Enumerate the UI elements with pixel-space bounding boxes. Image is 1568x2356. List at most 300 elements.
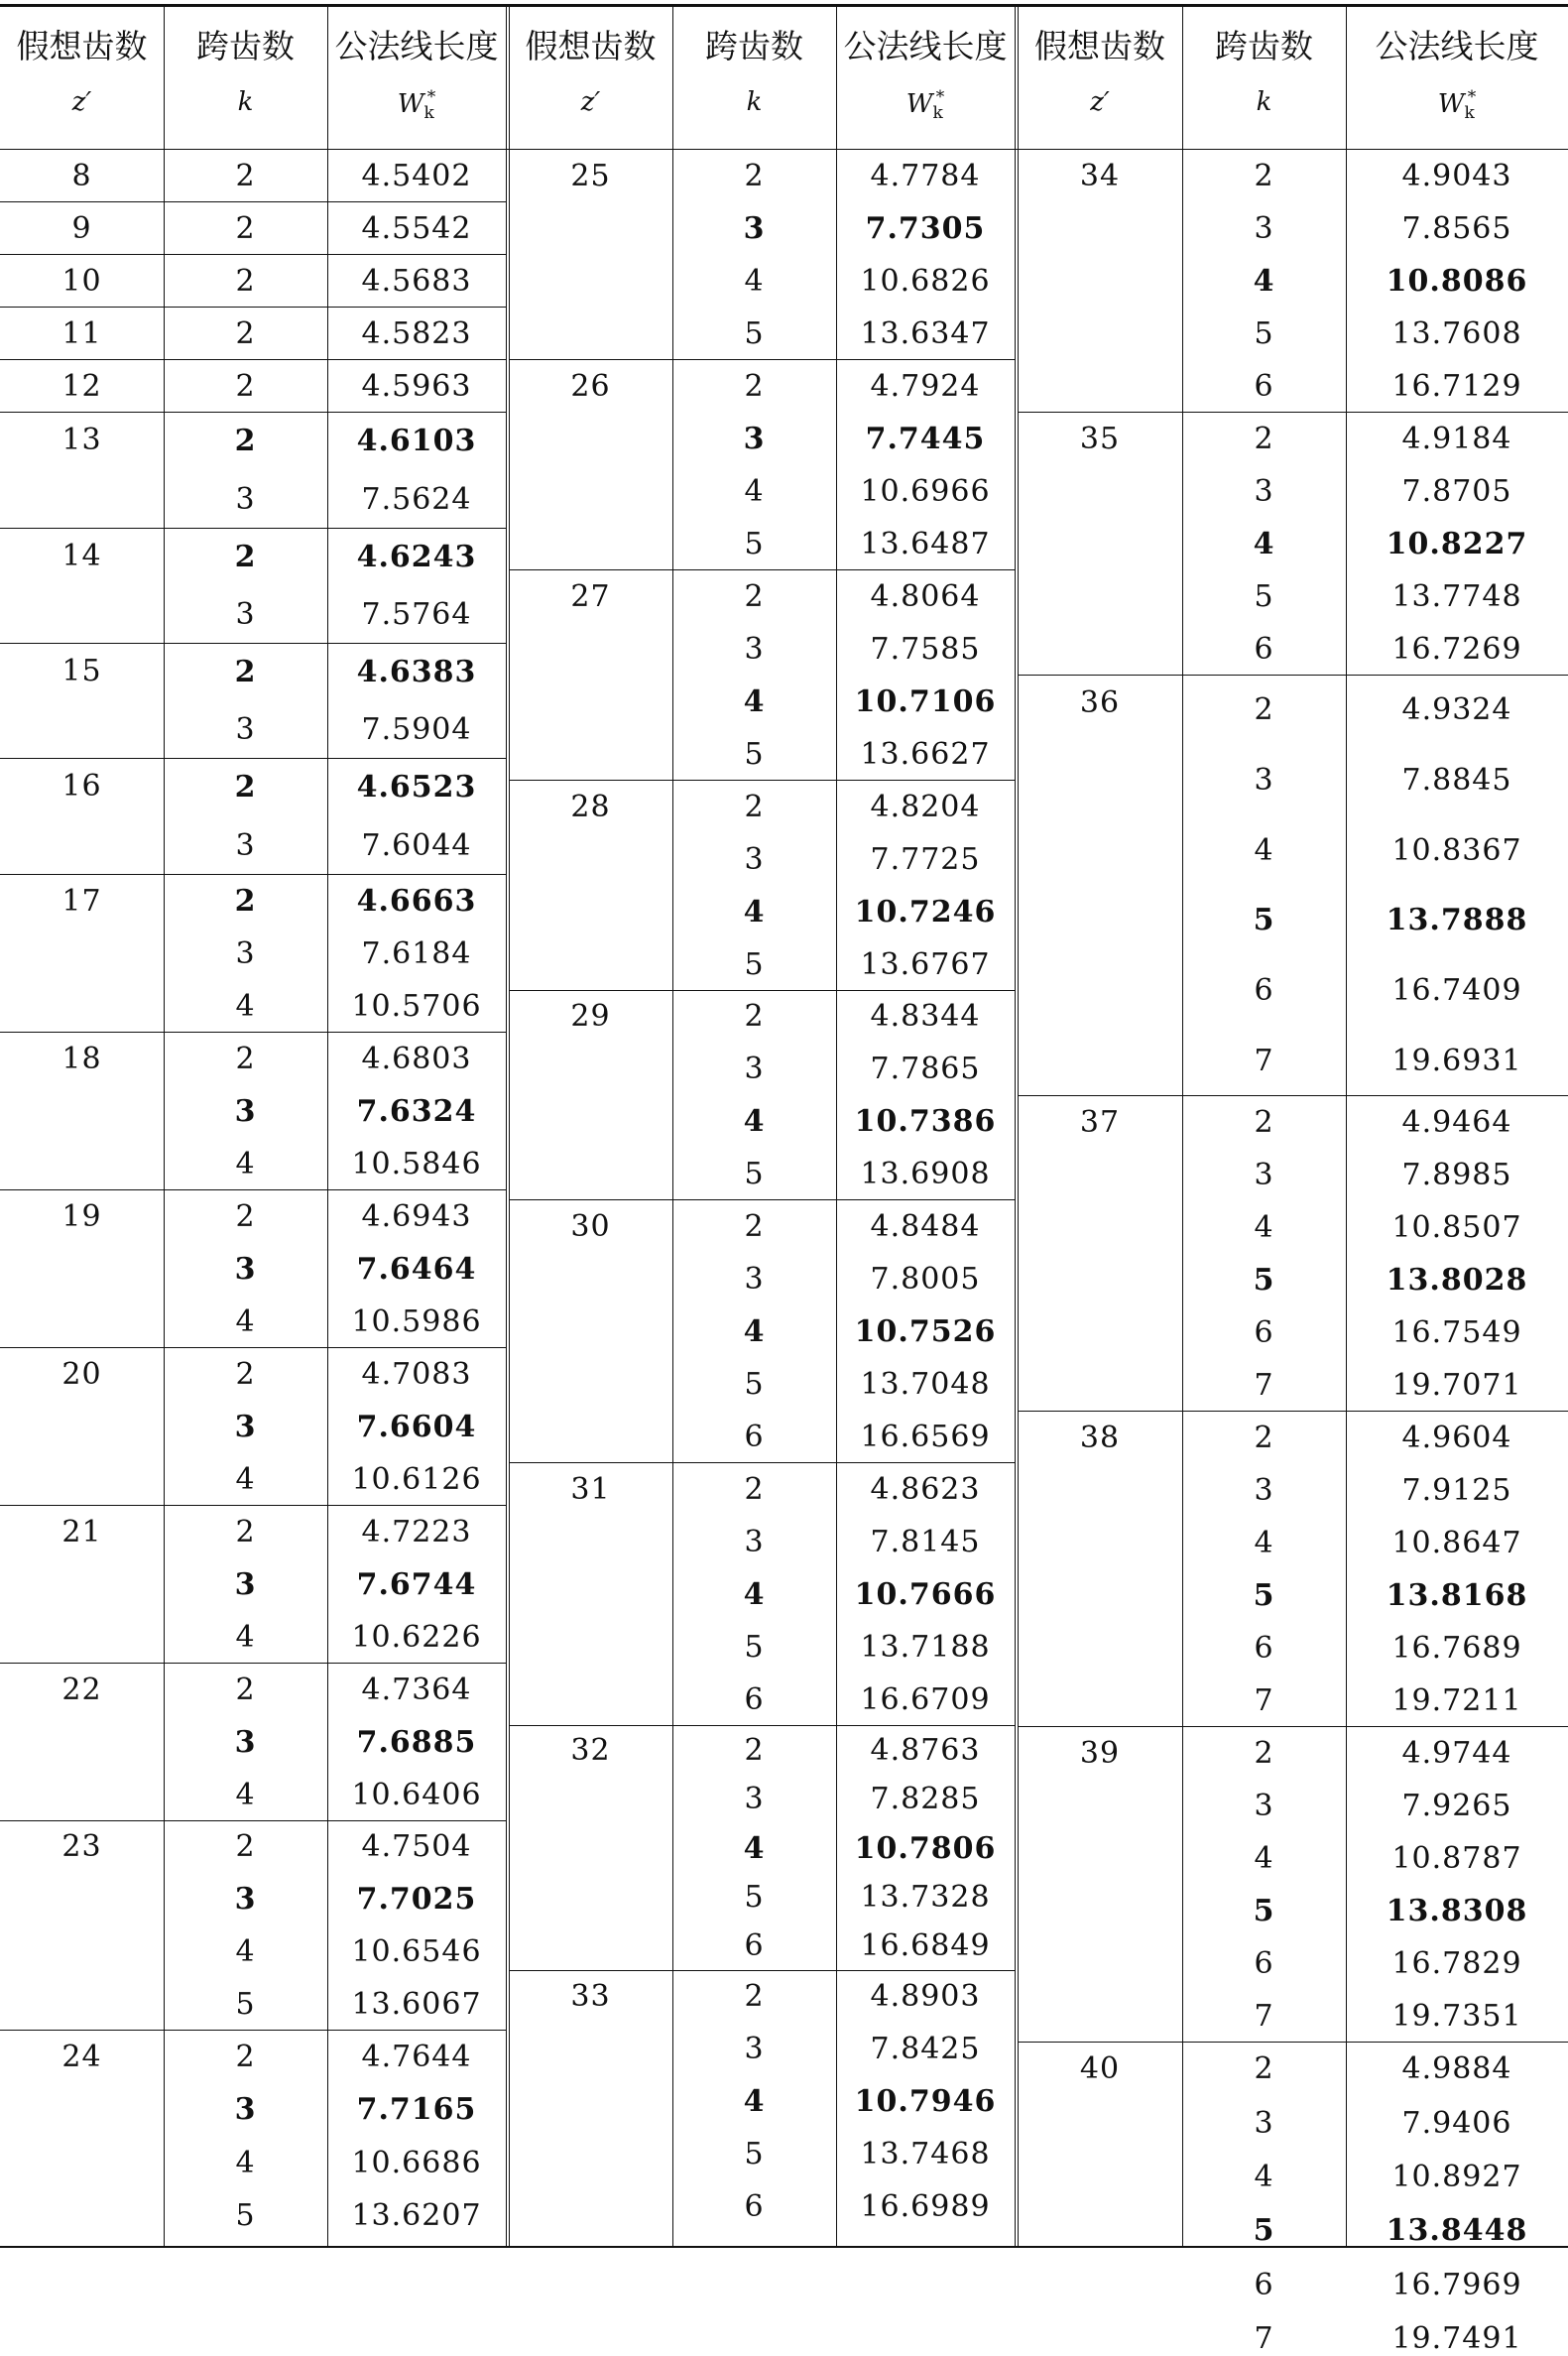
base-tangent-length: 4.9464 bbox=[1401, 1104, 1512, 1140]
base-tangent-length: 4.5683 bbox=[361, 263, 472, 299]
virtual-tooth-count: 23 bbox=[61, 1829, 102, 1865]
base-tangent-length: 7.9125 bbox=[1401, 1472, 1512, 1508]
base-tangent-length: 7.7165 bbox=[356, 2092, 477, 2128]
span-tooth-count: 5 bbox=[1253, 1577, 1275, 1613]
symbol-subscript: k bbox=[1464, 103, 1475, 123]
base-tangent-length: 7.7305 bbox=[865, 210, 986, 246]
group-divider bbox=[509, 1725, 1015, 1726]
base-tangent-length: 7.7585 bbox=[870, 631, 981, 667]
base-tangent-length: 13.6067 bbox=[351, 1986, 482, 2022]
virtual-tooth-count: 33 bbox=[570, 1979, 611, 2015]
virtual-tooth-count: 8 bbox=[71, 158, 92, 193]
base-tangent-length: 10.6406 bbox=[351, 1777, 482, 1812]
base-tangent-length: 4.8064 bbox=[870, 578, 981, 614]
span-tooth-count: 7 bbox=[1254, 1998, 1274, 2034]
virtual-tooth-count: 38 bbox=[1079, 1420, 1121, 1455]
span-tooth-count: 2 bbox=[744, 578, 765, 614]
group-divider bbox=[509, 990, 1015, 991]
base-tangent-length: 10.7526 bbox=[854, 1313, 997, 1349]
base-tangent-length: 7.7445 bbox=[865, 421, 986, 456]
base-tangent-length: 7.9265 bbox=[1401, 1788, 1512, 1823]
base-tangent-length: 4.8763 bbox=[870, 1732, 981, 1768]
base-tangent-length: 10.8367 bbox=[1391, 832, 1522, 868]
group-divider bbox=[0, 874, 506, 875]
span-tooth-count: 2 bbox=[234, 883, 257, 919]
base-tangent-length: 16.7689 bbox=[1391, 1630, 1522, 1666]
span-tooth-count: 4 bbox=[235, 1777, 256, 1812]
base-tangent-length: 10.7386 bbox=[854, 1103, 997, 1139]
base-tangent-length: 10.5986 bbox=[351, 1303, 482, 1339]
span-tooth-count: 2 bbox=[234, 655, 257, 689]
span-tooth-count: 2 bbox=[1254, 421, 1274, 456]
base-tangent-length: 10.6826 bbox=[860, 263, 991, 299]
group-divider bbox=[0, 359, 506, 360]
span-tooth-count: 2 bbox=[744, 1732, 765, 1768]
span-tooth-count: 2 bbox=[235, 1514, 256, 1550]
column-header-title: 假想齿数 bbox=[1034, 27, 1165, 65]
symbol-main: k bbox=[746, 87, 763, 117]
base-tangent-length: 7.5764 bbox=[361, 597, 472, 632]
span-tooth-count: 3 bbox=[234, 1882, 257, 1918]
span-tooth-count: 5 bbox=[744, 1366, 765, 1402]
group-divider bbox=[0, 412, 506, 413]
span-tooth-count: 4 bbox=[235, 1619, 256, 1655]
span-tooth-count: 5 bbox=[744, 315, 765, 351]
span-tooth-count: 4 bbox=[1254, 832, 1274, 868]
base-tangent-length: 7.8985 bbox=[1401, 1157, 1512, 1192]
group-divider bbox=[1018, 1411, 1568, 1412]
span-tooth-count: 2 bbox=[235, 158, 256, 193]
virtual-tooth-count: 26 bbox=[570, 368, 611, 404]
base-tangent-length: 7.6464 bbox=[356, 1251, 477, 1287]
span-tooth-count: 4 bbox=[1253, 526, 1275, 561]
base-tangent-length: 16.7969 bbox=[1391, 2267, 1522, 2302]
base-tangent-length: 19.7071 bbox=[1391, 1367, 1522, 1403]
span-tooth-count: 2 bbox=[234, 540, 257, 574]
base-tangent-length: 10.8647 bbox=[1391, 1525, 1522, 1560]
group-divider bbox=[0, 643, 506, 644]
span-tooth-count: 3 bbox=[234, 1251, 257, 1287]
span-tooth-count: 2 bbox=[235, 1672, 256, 1707]
base-tangent-length: 13.6908 bbox=[860, 1156, 991, 1191]
base-tangent-length: 4.8623 bbox=[870, 1471, 981, 1507]
virtual-tooth-count: 37 bbox=[1079, 1104, 1121, 1140]
base-tangent-length: 4.6663 bbox=[356, 883, 477, 919]
virtual-tooth-count: 24 bbox=[61, 2039, 102, 2074]
span-tooth-count: 5 bbox=[744, 526, 765, 561]
column-header-title: 跨齿数 bbox=[1215, 27, 1313, 65]
span-tooth-count: 6 bbox=[744, 1419, 765, 1454]
base-tangent-length: 4.9043 bbox=[1401, 158, 1512, 193]
span-tooth-count: 3 bbox=[744, 1052, 765, 1087]
span-tooth-count: 4 bbox=[743, 1576, 766, 1612]
column-header-title: 假想齿数 bbox=[16, 27, 148, 65]
span-tooth-count: 3 bbox=[1254, 2105, 1274, 2141]
span-tooth-count: 2 bbox=[1254, 2051, 1274, 2087]
base-tangent-length: 7.5624 bbox=[361, 481, 472, 517]
symbol-superscript: * bbox=[1467, 87, 1477, 107]
base-tangent-length: 19.7351 bbox=[1391, 1998, 1522, 2034]
span-tooth-count: 6 bbox=[744, 1928, 765, 1964]
base-tangent-length: 4.8484 bbox=[870, 1208, 981, 1244]
base-tangent-length: 7.5904 bbox=[361, 712, 472, 747]
base-tangent-length: 13.6767 bbox=[860, 946, 991, 982]
virtual-tooth-count: 27 bbox=[570, 578, 611, 614]
span-tooth-count: 3 bbox=[743, 210, 766, 246]
base-tangent-length: 13.7888 bbox=[1386, 903, 1528, 938]
span-tooth-count: 3 bbox=[744, 631, 765, 667]
span-tooth-count: 5 bbox=[1253, 1262, 1275, 1298]
base-tangent-length: 4.7364 bbox=[361, 1672, 472, 1707]
symbol-main: W bbox=[1437, 89, 1465, 119]
symbol-subscript: k bbox=[423, 103, 434, 123]
base-tangent-length: 10.7806 bbox=[854, 1830, 997, 1866]
virtual-tooth-count: 20 bbox=[61, 1356, 102, 1392]
base-tangent-length: 16.7549 bbox=[1391, 1314, 1522, 1350]
span-tooth-count: 4 bbox=[235, 1461, 256, 1497]
base-tangent-length: 7.8705 bbox=[1401, 473, 1512, 509]
group-divider bbox=[509, 1970, 1015, 1971]
span-tooth-count: 2 bbox=[744, 999, 765, 1035]
span-tooth-count: 7 bbox=[1254, 2320, 1274, 2356]
span-tooth-count: 3 bbox=[235, 597, 256, 632]
base-tangent-length: 13.8028 bbox=[1386, 1262, 1528, 1298]
column-header-symbol bbox=[327, 89, 506, 122]
base-tangent-length: 13.6347 bbox=[860, 315, 991, 351]
span-tooth-count: 2 bbox=[234, 424, 257, 459]
base-tangent-length: 10.7666 bbox=[854, 1576, 997, 1612]
base-tangent-length: 10.6226 bbox=[351, 1619, 482, 1655]
virtual-tooth-count: 15 bbox=[61, 654, 102, 688]
span-tooth-count: 3 bbox=[234, 2092, 257, 2128]
group-divider bbox=[509, 359, 1015, 360]
span-tooth-count: 2 bbox=[235, 210, 256, 246]
column-divider bbox=[506, 5, 507, 2247]
base-tangent-length: 7.9406 bbox=[1401, 2105, 1512, 2141]
virtual-tooth-count: 39 bbox=[1079, 1735, 1121, 1771]
span-tooth-count: 4 bbox=[743, 683, 766, 719]
span-tooth-count: 2 bbox=[235, 1041, 256, 1076]
base-tangent-length: 10.8927 bbox=[1391, 2159, 1522, 2194]
span-tooth-count: 3 bbox=[235, 712, 256, 747]
span-tooth-count: 2 bbox=[235, 1829, 256, 1865]
span-tooth-count: 2 bbox=[235, 263, 256, 299]
span-tooth-count: 4 bbox=[1254, 2159, 1274, 2194]
virtual-tooth-count: 21 bbox=[61, 1514, 102, 1550]
base-tangent-length: 16.7829 bbox=[1391, 1945, 1522, 1981]
span-tooth-count: 2 bbox=[235, 2039, 256, 2074]
base-tangent-length: 13.7188 bbox=[860, 1629, 991, 1665]
virtual-tooth-count: 40 bbox=[1079, 2051, 1121, 2087]
span-tooth-count: 3 bbox=[1254, 1157, 1274, 1192]
column-header-symbol bbox=[1182, 89, 1346, 115]
virtual-tooth-count: 22 bbox=[61, 1672, 102, 1707]
base-tangent-length: 16.6709 bbox=[860, 1681, 991, 1717]
base-tangent-length: 19.6931 bbox=[1391, 1043, 1522, 1078]
base-tangent-length: 7.8005 bbox=[870, 1261, 981, 1297]
span-tooth-count: 5 bbox=[744, 1879, 765, 1915]
group-divider bbox=[1018, 412, 1568, 413]
table-header-rule bbox=[0, 149, 1568, 150]
column-header-title: 假想齿数 bbox=[525, 27, 657, 65]
span-tooth-count: 4 bbox=[743, 1313, 766, 1349]
span-tooth-count: 3 bbox=[235, 935, 256, 971]
column-header-title: 跨齿数 bbox=[705, 27, 803, 65]
symbol-main: W bbox=[397, 89, 424, 119]
base-tangent-length: 4.9744 bbox=[1401, 1735, 1512, 1771]
base-tangent-length: 19.7491 bbox=[1391, 2320, 1522, 2356]
base-tangent-length: 4.5402 bbox=[361, 158, 472, 193]
virtual-tooth-count: 14 bbox=[61, 539, 102, 573]
base-tangent-length: 16.7409 bbox=[1391, 973, 1522, 1008]
span-tooth-count: 5 bbox=[1253, 903, 1275, 938]
table-top-rule bbox=[0, 4, 1568, 7]
virtual-tooth-count: 19 bbox=[61, 1198, 102, 1234]
span-tooth-count: 2 bbox=[744, 158, 765, 193]
span-tooth-count: 3 bbox=[743, 421, 766, 456]
group-divider bbox=[0, 1820, 506, 1821]
span-tooth-count: 5 bbox=[235, 2198, 256, 2234]
span-tooth-count: 4 bbox=[235, 2145, 256, 2180]
symbol-main: z′ bbox=[1090, 87, 1110, 117]
span-tooth-count: 3 bbox=[744, 1782, 765, 1817]
span-tooth-count: 3 bbox=[1254, 1788, 1274, 1823]
span-tooth-count: 5 bbox=[744, 946, 765, 982]
span-tooth-count: 2 bbox=[1254, 158, 1274, 193]
base-tangent-length: 4.6243 bbox=[356, 540, 477, 574]
span-tooth-count: 2 bbox=[744, 789, 765, 824]
span-tooth-count: 6 bbox=[1254, 631, 1274, 667]
span-tooth-count: 4 bbox=[1254, 1840, 1274, 1876]
span-tooth-count: 6 bbox=[1254, 973, 1274, 1008]
base-tangent-length: 4.8344 bbox=[870, 999, 981, 1035]
base-tangent-length: 4.6943 bbox=[361, 1198, 472, 1234]
span-tooth-count: 6 bbox=[1254, 1630, 1274, 1666]
base-tangent-length: 16.7269 bbox=[1391, 631, 1522, 667]
span-tooth-count: 2 bbox=[744, 1979, 765, 2015]
base-tangent-length: 13.7608 bbox=[1391, 315, 1522, 351]
span-tooth-count: 4 bbox=[235, 988, 256, 1024]
base-tangent-length: 13.6627 bbox=[860, 736, 991, 772]
column-header-title: 公法线长度 bbox=[334, 27, 499, 65]
base-tangent-length: 7.8285 bbox=[870, 1782, 981, 1817]
span-tooth-count: 3 bbox=[235, 827, 256, 863]
group-divider bbox=[509, 1462, 1015, 1463]
column-header-symbol bbox=[509, 89, 672, 115]
group-divider bbox=[0, 254, 506, 255]
span-tooth-count: 5 bbox=[235, 1986, 256, 2022]
virtual-tooth-count: 18 bbox=[61, 1041, 102, 1076]
base-tangent-length: 13.8168 bbox=[1386, 1577, 1528, 1613]
base-tangent-length: 10.7946 bbox=[854, 2084, 997, 2119]
virtual-tooth-count: 36 bbox=[1079, 685, 1121, 720]
group-divider bbox=[0, 1189, 506, 1190]
group-divider bbox=[0, 1505, 506, 1506]
virtual-tooth-count: 35 bbox=[1079, 421, 1121, 456]
base-tangent-length: 7.7025 bbox=[356, 1882, 477, 1918]
virtual-tooth-count: 9 bbox=[71, 210, 92, 246]
base-tangent-length: 13.7468 bbox=[860, 2136, 991, 2171]
column-header-title: 公法线长度 bbox=[843, 27, 1008, 65]
column-header-symbol bbox=[164, 89, 327, 115]
base-tangent-length: 4.6103 bbox=[356, 424, 477, 459]
span-tooth-count: 3 bbox=[744, 1524, 765, 1559]
span-tooth-count: 3 bbox=[1254, 763, 1274, 798]
span-tooth-count: 4 bbox=[743, 1830, 766, 1866]
span-tooth-count: 3 bbox=[1254, 210, 1274, 246]
span-tooth-count: 5 bbox=[744, 1156, 765, 1191]
base-tangent-length: 10.7106 bbox=[854, 683, 997, 719]
span-tooth-count: 2 bbox=[235, 1198, 256, 1234]
base-tangent-length: 7.6744 bbox=[356, 1566, 477, 1602]
span-tooth-count: 2 bbox=[744, 368, 765, 404]
group-divider bbox=[509, 1199, 1015, 1200]
span-tooth-count: 4 bbox=[743, 1103, 766, 1139]
span-tooth-count: 3 bbox=[234, 1093, 257, 1129]
virtual-tooth-count: 32 bbox=[570, 1732, 611, 1768]
base-tangent-length: 19.7211 bbox=[1391, 1682, 1522, 1718]
base-tangent-length: 4.7644 bbox=[361, 2039, 472, 2074]
base-tangent-length: 7.8145 bbox=[870, 1524, 981, 1559]
group-divider bbox=[0, 201, 506, 202]
group-divider bbox=[1018, 1095, 1568, 1096]
base-tangent-length: 4.7504 bbox=[361, 1829, 472, 1865]
span-tooth-count: 2 bbox=[744, 1471, 765, 1507]
group-divider bbox=[509, 780, 1015, 781]
base-tangent-length: 10.6126 bbox=[351, 1461, 482, 1497]
base-tangent-length: 7.6604 bbox=[356, 1409, 477, 1444]
span-tooth-count: 7 bbox=[1254, 1367, 1274, 1403]
base-tangent-length: 13.7328 bbox=[860, 1879, 991, 1915]
span-tooth-count: 2 bbox=[1254, 1420, 1274, 1455]
base-tangent-length: 16.7129 bbox=[1391, 368, 1522, 404]
column-divider bbox=[1015, 5, 1016, 2247]
virtual-tooth-count: 10 bbox=[61, 263, 102, 299]
base-tangent-length: 10.6686 bbox=[351, 2145, 482, 2180]
span-tooth-count: 5 bbox=[1254, 315, 1274, 351]
base-tangent-length: 13.7048 bbox=[860, 1366, 991, 1402]
base-tangent-length: 7.8565 bbox=[1401, 210, 1512, 246]
span-tooth-count: 6 bbox=[744, 1681, 765, 1717]
span-tooth-count: 5 bbox=[744, 1629, 765, 1665]
span-tooth-count: 6 bbox=[1254, 368, 1274, 404]
column-header-symbol bbox=[836, 89, 1015, 122]
group-divider bbox=[0, 1663, 506, 1664]
column-divider bbox=[509, 5, 510, 2247]
base-tangent-length: 7.8425 bbox=[870, 2032, 981, 2067]
span-tooth-count: 4 bbox=[1254, 1525, 1274, 1560]
group-divider bbox=[509, 569, 1015, 570]
base-tangent-length: 4.5963 bbox=[361, 368, 472, 404]
virtual-tooth-count: 28 bbox=[570, 789, 611, 824]
span-tooth-count: 4 bbox=[743, 894, 766, 930]
span-tooth-count: 3 bbox=[744, 1261, 765, 1297]
virtual-tooth-count: 12 bbox=[61, 368, 102, 404]
group-divider bbox=[1018, 1726, 1568, 1727]
column-header-title: 公法线长度 bbox=[1375, 27, 1539, 65]
span-tooth-count: 5 bbox=[1254, 578, 1274, 614]
span-tooth-count: 3 bbox=[235, 481, 256, 517]
symbol-main: z′ bbox=[71, 87, 92, 117]
group-divider bbox=[1018, 2042, 1568, 2043]
base-tangent-length: 13.8448 bbox=[1386, 2213, 1528, 2249]
span-tooth-count: 7 bbox=[1254, 1682, 1274, 1718]
virtual-tooth-count: 11 bbox=[61, 315, 102, 351]
symbol-main: z′ bbox=[580, 87, 601, 117]
group-divider bbox=[0, 758, 506, 759]
virtual-tooth-count: 25 bbox=[570, 158, 611, 193]
base-tangent-length: 4.6523 bbox=[356, 770, 477, 806]
base-tangent-length: 4.9884 bbox=[1401, 2051, 1512, 2087]
base-tangent-length: 4.5542 bbox=[361, 210, 472, 246]
base-tangent-length: 10.8507 bbox=[1391, 1209, 1522, 1245]
base-tangent-length: 4.8204 bbox=[870, 789, 981, 824]
virtual-tooth-count: 16 bbox=[61, 769, 102, 804]
base-tangent-length: 13.7748 bbox=[1391, 578, 1522, 614]
group-divider bbox=[0, 1032, 506, 1033]
span-tooth-count: 2 bbox=[235, 368, 256, 404]
base-tangent-length: 7.6324 bbox=[356, 1093, 477, 1129]
base-tangent-length: 13.8308 bbox=[1386, 1893, 1528, 1928]
group-divider bbox=[0, 1347, 506, 1348]
column-header-title: 跨齿数 bbox=[196, 27, 295, 65]
base-tangent-length: 10.8227 bbox=[1386, 526, 1528, 561]
span-tooth-count: 4 bbox=[1253, 263, 1275, 299]
column-header-symbol bbox=[1018, 89, 1182, 115]
span-tooth-count: 3 bbox=[744, 2032, 765, 2067]
group-divider bbox=[0, 528, 506, 529]
span-tooth-count: 2 bbox=[1254, 1735, 1274, 1771]
span-tooth-count: 3 bbox=[234, 1409, 257, 1444]
base-tangent-length: 16.6989 bbox=[860, 2188, 991, 2224]
span-tooth-count: 4 bbox=[744, 263, 765, 299]
base-tangent-length: 16.6849 bbox=[860, 1928, 991, 1964]
column-header-symbol bbox=[672, 89, 836, 115]
span-tooth-count: 4 bbox=[235, 1146, 256, 1181]
base-tangent-length: 4.9184 bbox=[1401, 421, 1512, 456]
base-tangent-length: 4.7223 bbox=[361, 1514, 472, 1550]
column-header-symbol bbox=[1346, 89, 1568, 122]
symbol-superscript: * bbox=[426, 87, 436, 107]
span-tooth-count: 3 bbox=[1254, 473, 1274, 509]
virtual-tooth-count: 17 bbox=[61, 883, 102, 919]
base-tangent-length: 10.6546 bbox=[351, 1933, 482, 1969]
span-tooth-count: 4 bbox=[744, 473, 765, 509]
span-tooth-count: 6 bbox=[1254, 1945, 1274, 1981]
symbol-main: k bbox=[1256, 87, 1272, 117]
group-divider bbox=[1018, 675, 1568, 676]
span-tooth-count: 2 bbox=[234, 770, 257, 806]
base-tangent-length: 7.8845 bbox=[1401, 763, 1512, 798]
base-tangent-length: 10.6966 bbox=[860, 473, 991, 509]
base-tangent-length: 10.8787 bbox=[1391, 1840, 1522, 1876]
span-tooth-count: 5 bbox=[744, 2136, 765, 2171]
table-bottom-rule bbox=[0, 2246, 1568, 2248]
virtual-tooth-count: 13 bbox=[61, 423, 102, 457]
span-tooth-count: 4 bbox=[235, 1933, 256, 1969]
base-tangent-length: 4.7083 bbox=[361, 1356, 472, 1392]
span-tooth-count: 2 bbox=[1254, 692, 1274, 728]
symbol-main: k bbox=[237, 87, 254, 117]
span-tooth-count: 2 bbox=[235, 315, 256, 351]
base-tangent-length: 4.9324 bbox=[1401, 692, 1512, 728]
span-tooth-count: 5 bbox=[1253, 1893, 1275, 1928]
symbol-superscript: * bbox=[935, 87, 945, 107]
base-tangent-length: 13.6487 bbox=[860, 526, 991, 561]
span-tooth-count: 2 bbox=[235, 1356, 256, 1392]
base-tangent-length: 10.5706 bbox=[351, 988, 482, 1024]
span-tooth-count: 3 bbox=[1254, 1472, 1274, 1508]
